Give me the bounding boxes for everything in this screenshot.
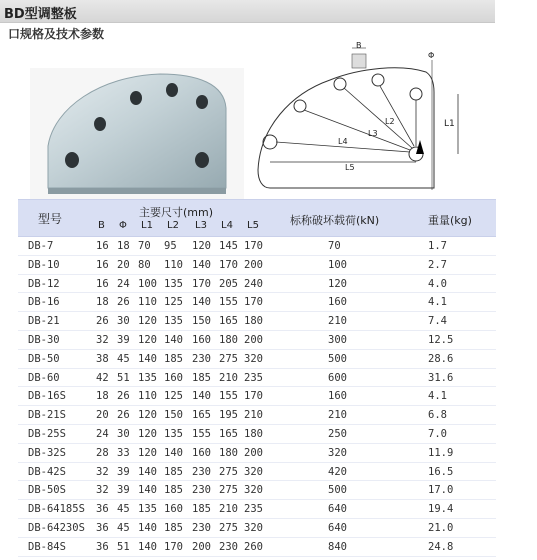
table-cell: 185: [164, 352, 183, 365]
table-cell: 135: [138, 371, 157, 384]
table-cell: DB-50S: [28, 484, 66, 497]
table-cell: 185: [192, 503, 211, 516]
table-cell: 170: [219, 258, 238, 271]
table-cell: DB-25S: [28, 427, 66, 440]
table-cell: 95: [164, 240, 177, 252]
table-cell: 140: [138, 521, 157, 534]
table-cell: 16: [96, 240, 109, 252]
table-cell: 275: [219, 352, 238, 365]
col-dims-group: 主要尺寸(mm): [139, 206, 214, 219]
table-cell: 110: [138, 390, 157, 403]
table-cell: 30: [117, 315, 130, 328]
col-L2: L2: [167, 220, 179, 231]
table-cell: 185: [164, 484, 183, 497]
col-phi: Φ: [119, 220, 127, 231]
table-cell: 16.5: [428, 465, 454, 478]
table-cell: 185: [192, 371, 211, 384]
table-cell: 17.0: [428, 484, 454, 497]
page-title: BD型调整板: [4, 7, 77, 22]
table-cell: 18: [96, 296, 109, 309]
col-L5: L5: [247, 220, 259, 231]
col-load: 标称破坏载荷(kN): [290, 214, 380, 227]
table-cell: 235: [244, 371, 263, 384]
table-cell: 32: [96, 465, 109, 478]
table-cell: 6.8: [428, 409, 447, 422]
table-row: [18, 425, 496, 444]
table-cell: 39: [117, 333, 130, 346]
table-cell: DB-7: [28, 240, 54, 252]
table-row: [18, 519, 496, 538]
col-weight: 重量(kg): [428, 214, 472, 227]
table-cell: 210: [219, 503, 238, 516]
table-cell: DB-16S: [28, 390, 66, 403]
table-cell: 24: [96, 427, 109, 440]
table-cell: 640: [328, 503, 347, 516]
table-cell: 28: [96, 446, 109, 459]
table-row: [18, 387, 496, 406]
table-row: [18, 237, 496, 256]
table-row: [18, 369, 496, 388]
table-cell: 200: [192, 540, 211, 553]
table-row: [18, 275, 496, 294]
table-cell: 125: [164, 390, 183, 403]
product-photo: [30, 68, 244, 200]
table-cell: 140: [192, 296, 211, 309]
table-cell: 1.7: [428, 240, 447, 252]
table-row: [18, 331, 496, 350]
table-cell: 120: [138, 446, 157, 459]
col-B: B: [98, 220, 105, 231]
table-cell: 230: [192, 352, 211, 365]
table-cell: 39: [117, 484, 130, 497]
table-cell: DB-21S: [28, 409, 66, 422]
table-cell: 20: [117, 258, 130, 271]
table-cell: 120: [138, 409, 157, 422]
table-cell: 160: [192, 446, 211, 459]
table-cell: 170: [244, 296, 263, 309]
table-row: [18, 538, 496, 557]
table-cell: 185: [164, 465, 183, 478]
label-B: B: [356, 41, 362, 50]
table-row: [18, 444, 496, 463]
table-cell: 230: [192, 521, 211, 534]
col-L4: L4: [221, 220, 233, 231]
table-cell: 70: [138, 240, 151, 252]
table-cell: 160: [328, 390, 347, 403]
table-cell: 140: [164, 333, 183, 346]
section-subtitle: 口规格及技术参数: [8, 27, 105, 41]
table-cell: 32: [96, 484, 109, 497]
table-cell: 26: [117, 390, 130, 403]
table-cell: 205: [219, 277, 238, 290]
table-cell: 260: [244, 540, 263, 553]
table-cell: DB-32S: [28, 446, 66, 459]
table-cell: 155: [219, 390, 238, 403]
title-bar: [0, 0, 495, 23]
table-cell: 28.6: [428, 352, 454, 365]
table-cell: 320: [328, 446, 347, 459]
table-cell: 165: [219, 315, 238, 328]
table-cell: 135: [164, 277, 183, 290]
table-cell: 170: [192, 277, 211, 290]
table-cell: 145: [219, 240, 238, 252]
table-row: [18, 350, 496, 369]
table-cell: 320: [244, 521, 263, 534]
table-cell: 30: [117, 427, 130, 440]
technical-drawing: [250, 40, 470, 205]
table-cell: 210: [219, 371, 238, 384]
table-cell: 11.9: [428, 446, 454, 459]
table-cell: 210: [328, 409, 347, 422]
table-cell: 200: [244, 333, 263, 346]
table-cell: 7.0: [428, 427, 447, 440]
table-cell: 240: [244, 277, 263, 290]
table-cell: DB-42S: [28, 465, 66, 478]
table-cell: DB-50: [28, 352, 60, 365]
table-cell: 155: [192, 427, 211, 440]
table-row: [18, 256, 496, 275]
table-cell: DB-21: [28, 315, 60, 328]
table-cell: 125: [164, 296, 183, 309]
table-cell: 80: [138, 258, 151, 271]
col-model: 型号: [38, 212, 63, 226]
table-cell: 4.1: [428, 296, 447, 309]
table-cell: 140: [138, 484, 157, 497]
table-cell: 140: [138, 540, 157, 553]
table-cell: 2.7: [428, 258, 447, 271]
col-L3: L3: [195, 220, 207, 231]
table-cell: 42: [96, 371, 109, 384]
table-cell: 120: [138, 427, 157, 440]
label-L5: L5: [345, 163, 355, 172]
table-cell: 170: [244, 390, 263, 403]
table-cell: 26: [117, 296, 130, 309]
table-row: [18, 293, 496, 312]
table-cell: 51: [117, 540, 130, 553]
table-cell: 250: [328, 427, 347, 440]
table-cell: 275: [219, 465, 238, 478]
col-L1: L1: [141, 220, 153, 231]
table-cell: 26: [117, 409, 130, 422]
table-cell: 165: [192, 409, 211, 422]
table-cell: 45: [117, 352, 130, 365]
table-cell: 275: [219, 484, 238, 497]
table-cell: 150: [164, 409, 183, 422]
table-cell: 21.0: [428, 521, 454, 534]
table-cell: 45: [117, 521, 130, 534]
table-cell: DB-60: [28, 371, 60, 384]
table-cell: 140: [138, 352, 157, 365]
table-cell: 320: [244, 484, 263, 497]
table-cell: 36: [96, 521, 109, 534]
table-cell: 70: [328, 240, 341, 252]
table-cell: 500: [328, 352, 347, 365]
table-cell: 120: [138, 315, 157, 328]
table-cell: 120: [192, 240, 211, 252]
table-cell: 7.4: [428, 315, 447, 328]
table-cell: 4.1: [428, 390, 447, 403]
table-cell: 180: [244, 315, 263, 328]
table-cell: 38: [96, 352, 109, 365]
table-cell: 160: [328, 296, 347, 309]
table-cell: 200: [244, 258, 263, 271]
table-cell: 32: [96, 333, 109, 346]
table-cell: DB-12: [28, 277, 60, 290]
table-cell: 160: [164, 371, 183, 384]
table-cell: 200: [244, 446, 263, 459]
table-cell: 170: [164, 540, 183, 553]
table-cell: 120: [138, 333, 157, 346]
table-cell: 840: [328, 540, 347, 553]
table-cell: 4.0: [428, 277, 447, 290]
table-cell: 160: [164, 503, 183, 516]
table-cell: 140: [192, 258, 211, 271]
table-cell: 12.5: [428, 333, 454, 346]
table-cell: 16: [96, 258, 109, 271]
table-cell: 600: [328, 371, 347, 384]
table-cell: 19.4: [428, 503, 454, 516]
table-cell: 135: [164, 315, 183, 328]
table-cell: 135: [164, 427, 183, 440]
table-cell: 210: [328, 315, 347, 328]
table-cell: 26: [96, 315, 109, 328]
table-cell: 120: [328, 277, 347, 290]
label-phi: Φ: [428, 51, 435, 60]
table-cell: 31.6: [428, 371, 454, 384]
table-cell: 185: [164, 521, 183, 534]
table-cell: DB-64230S: [28, 521, 85, 534]
table-cell: 36: [96, 503, 109, 516]
table-cell: DB-16: [28, 296, 60, 309]
table-cell: 135: [138, 503, 157, 516]
table-cell: 230: [192, 465, 211, 478]
table-cell: 275: [219, 521, 238, 534]
table-cell: 39: [117, 465, 130, 478]
table-cell: 230: [192, 484, 211, 497]
table-cell: 24: [117, 277, 130, 290]
table-cell: 320: [244, 465, 263, 478]
table-cell: 51: [117, 371, 130, 384]
label-L1: L1: [444, 119, 455, 129]
label-L3: L3: [368, 129, 378, 138]
table-cell: DB-30: [28, 333, 60, 346]
label-L2: L2: [385, 117, 395, 126]
table-cell: 210: [244, 409, 263, 422]
table-cell: 180: [219, 333, 238, 346]
table-cell: 100: [328, 258, 347, 271]
table-row: [18, 312, 496, 331]
table-cell: 110: [138, 296, 157, 309]
table-header: [18, 199, 496, 237]
table-cell: 320: [244, 352, 263, 365]
table-cell: DB-10: [28, 258, 60, 271]
table-cell: 230: [219, 540, 238, 553]
table-cell: 180: [219, 446, 238, 459]
table-cell: 155: [219, 296, 238, 309]
label-L4: L4: [338, 137, 348, 146]
table-row: [18, 500, 496, 519]
table-cell: 500: [328, 484, 347, 497]
table-cell: 170: [244, 240, 263, 252]
table-cell: 140: [138, 465, 157, 478]
table-cell: 165: [219, 427, 238, 440]
spec-table: [18, 199, 496, 557]
table-cell: 20: [96, 409, 109, 422]
table-cell: 150: [192, 315, 211, 328]
table-cell: 140: [192, 390, 211, 403]
table-cell: 100: [138, 277, 157, 290]
table-cell: 18: [96, 390, 109, 403]
table-row: [18, 481, 496, 500]
table-body: [18, 237, 496, 557]
table-cell: 16: [96, 277, 109, 290]
table-cell: 235: [244, 503, 263, 516]
table-cell: 33: [117, 446, 130, 459]
table-cell: DB-84S: [28, 540, 66, 553]
table-row: [18, 463, 496, 482]
table-cell: 36: [96, 540, 109, 553]
table-cell: 420: [328, 465, 347, 478]
table-cell: 300: [328, 333, 347, 346]
table-cell: 18: [117, 240, 130, 252]
table-cell: 24.8: [428, 540, 454, 553]
table-cell: DB-64185S: [28, 503, 85, 516]
table-cell: 110: [164, 258, 183, 271]
table-row: [18, 406, 496, 425]
table-cell: 640: [328, 521, 347, 534]
table-cell: 140: [164, 446, 183, 459]
table-cell: 180: [244, 427, 263, 440]
table-cell: 160: [192, 333, 211, 346]
table-cell: 195: [219, 409, 238, 422]
table-cell: 45: [117, 503, 130, 516]
